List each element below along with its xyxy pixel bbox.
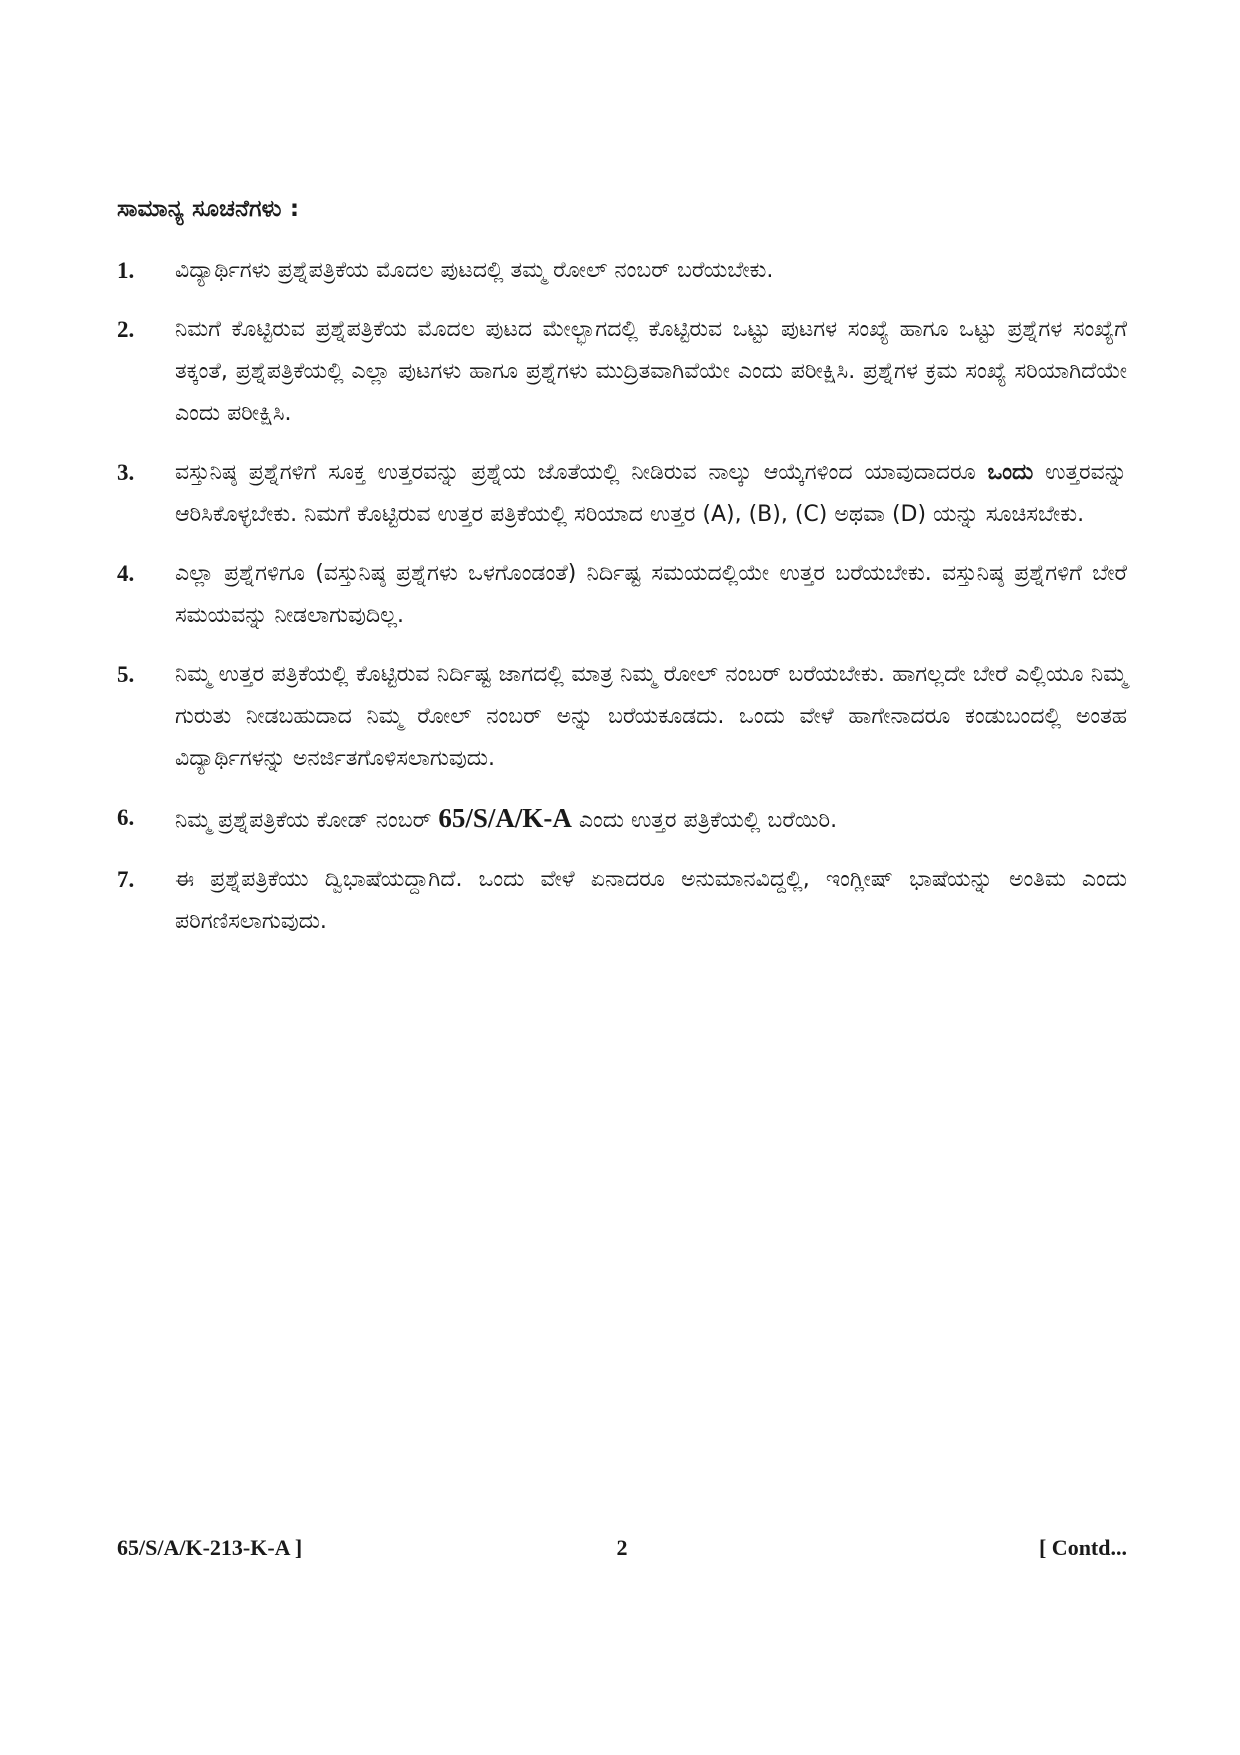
instructions-list	[117, 250, 1127, 960]
page-footer	[117, 1535, 1127, 1569]
question-paper-code: 65/S/A/K-A	[438, 803, 572, 833]
instruction-number: 7.	[117, 867, 135, 892]
instruction-item	[117, 553, 1127, 637]
instruction-text: ವಿದ್ಯಾರ್ಥಿಗಳು ಪ್ರಶ್ನೆಪತ್ರಿಕೆಯ ಮೊದಲ ಪುಟದಲ್ಲಿ ತಮ್ಮ ರೋಲ್ ನಂಬರ್ ಬರೆಯಬೇಕು.	[175, 258, 774, 283]
instruction-text: ಎಲ್ಲಾ ಪ್ರಶ್ನೆಗಳಿಗೂ (ವಸ್ತುನಿಷ್ಠ ಪ್ರಶ್ನೆಗಳು ಒಳಗೊಂಡಂತೆ) ನಿರ್ದಿಷ್ಟ ಸಮಯದಲ್ಲಿಯೇ ಉತ್ತರ ಬರೆಯಬೇಕು. ವಸ್ತುನಿಷ್ಠ ಪ್ರಶ್ನೆಗಳಿಗೆ ಬೇರೆ ಸಮಯವನ್ನು ನೀಡಲಾಗುವುದಿಲ್ಲ.	[175, 561, 1127, 628]
instruction-text: ನಿಮಗೆ ಕೊಟ್ಟಿರುವ ಪ್ರಶ್ನೆಪತ್ರಿಕೆಯ ಮೊದಲ ಪುಟದ ಮೇಲ್ಭಾಗದಲ್ಲಿ ಕೊಟ್ಟಿರುವ ಒಟ್ಟು ಪುಟಗಳ ಸಂಖ್ಯೆ ಹಾಗೂ ಒಟ್ಟು ಪ್ರಶ್ನೆಗಳ ಸಂಖ್ಯೆಗೆ ತಕ್ಕಂತೆ, ಪ್ರಶ್ನೆಪತ್ರಿಕೆಯಲ್ಲಿ ಎಲ್ಲಾ ಪುಟಗಳು ಹಾಗೂ ಪ್ರಶ್ನೆಗಳು ಮುದ್ರಿತವಾಗಿವೆಯೇ ಎಂದು ಪರೀಕ್ಷಿಸಿ. ಪ್ರಶ್ನೆಗಳ ಕ್ರಮ ಸಂಖ್ಯೆ ಸರಿಯಾಗಿದೆಯೇ ಎಂದು ಪರೀಕ್ಷಿಸಿ.	[175, 317, 1127, 426]
general-instructions-heading: ಸಾಮಾನ್ಯ ಸೂಚನೆಗಳು :	[117, 196, 300, 222]
instruction-number: 4.	[117, 561, 135, 586]
instruction-item	[117, 797, 1127, 842]
instruction-text: ಈ ಪ್ರಶ್ನೆಪತ್ರಿಕೆಯು ದ್ವಿಭಾಷೆಯದ್ದಾಗಿದೆ. ಒಂದು ವೇಳೆ ಏನಾದರೂ ಅನುಮಾನವಿದ್ದಲ್ಲಿ, ಇಂಗ್ಲೀಷ್ ಭಾಷೆಯನ್ನು ಅಂತಿಮ ಎಂದು ಪರಿಗಣಿಸಲಾಗುವುದು.	[175, 867, 1127, 934]
instruction-item	[117, 250, 1127, 292]
instruction-number: 1.	[117, 258, 135, 283]
instruction-number: 6.	[117, 805, 135, 830]
instruction-text-part: ವಸ್ತುನಿಷ್ಠ ಪ್ರಶ್ನೆಗಳಿಗೆ ಸೂಕ್ತ ಉತ್ತರವನ್ನು ಪ್ರಶ್ನೆಯ ಜೊತೆಯಲ್ಲಿ ನೀಡಿರುವ ನಾಲ್ಕು ಆಯ್ಕೆಗಳಿಂದ ಯಾವುದಾದರೂ	[175, 460, 988, 485]
instruction-text-part: ಎಂದು ಉತ್ತರ ಪತ್ರಿಕೆಯಲ್ಲಿ ಬರೆಯಿರಿ.	[571, 808, 838, 833]
instruction-number: 5.	[117, 662, 135, 687]
continued-marker: [ Contd...	[1038, 1535, 1127, 1560]
instruction-item	[117, 309, 1127, 435]
instruction-text	[175, 797, 1127, 842]
instruction-item	[117, 859, 1127, 943]
page-number: 2	[616, 1535, 628, 1560]
instruction-text	[175, 452, 1127, 536]
instruction-text: ನಿಮ್ಮ ಉತ್ತರ ಪತ್ರಿಕೆಯಲ್ಲಿ ಕೊಟ್ಟಿರುವ ನಿರ್ದಿಷ್ಟ ಜಾಗದಲ್ಲಿ ಮಾತ್ರ ನಿಮ್ಮ ರೋಲ್ ನಂಬರ್ ಬರೆಯಬೇಕು. ಹಾಗಲ್ಲದೇ ಬೇರೆ ಎಲ್ಲಿಯೂ ನಿಮ್ಮ ಗುರುತು ನೀಡಬಹುದಾದ ನಿಮ್ಮ ರೋಲ್ ನಂಬರ್ ಅನ್ನು ಬರೆಯಕೂಡದು. ಒಂದು ವೇಳೆ ಹಾಗೇನಾದರೂ ಕಂಡುಬಂದಲ್ಲಿ ಅಂತಹ ವಿದ್ಯಾರ್ಥಿಗಳನ್ನು ಅನರ್ಜಿತಗೊಳಿಸಲಾಗುವುದು.	[175, 662, 1127, 771]
instruction-item	[117, 654, 1127, 780]
instruction-item	[117, 452, 1127, 536]
instruction-emphasis: ಒಂದು	[987, 460, 1034, 485]
instruction-number: 3.	[117, 460, 135, 485]
instruction-number: 2.	[117, 317, 135, 342]
instruction-text-part: ಉತ್ತರವನ್ನು ಆರಿಸಿಕೊಳ್ಳಬೇಕು. ನಿಮಗೆ ಕೊಟ್ಟಿರುವ ಉತ್ತರ ಪತ್ರಿಕೆಯಲ್ಲಿ ಸರಿಯಾದ ಉತ್ತರ (A), (B), (C) ಅಥವಾ (D) ಯನ್ನು ಸೂಚಿಸಬೇಕು.	[175, 460, 1127, 527]
footer-paper-code: 65/S/A/K-213-K-A ]	[117, 1535, 303, 1560]
instruction-text-part: ನಿಮ್ಮ ಪ್ರಶ್ನೆಪತ್ರಿಕೆಯ ಕೋಡ್ ನಂಬರ್	[175, 808, 439, 833]
